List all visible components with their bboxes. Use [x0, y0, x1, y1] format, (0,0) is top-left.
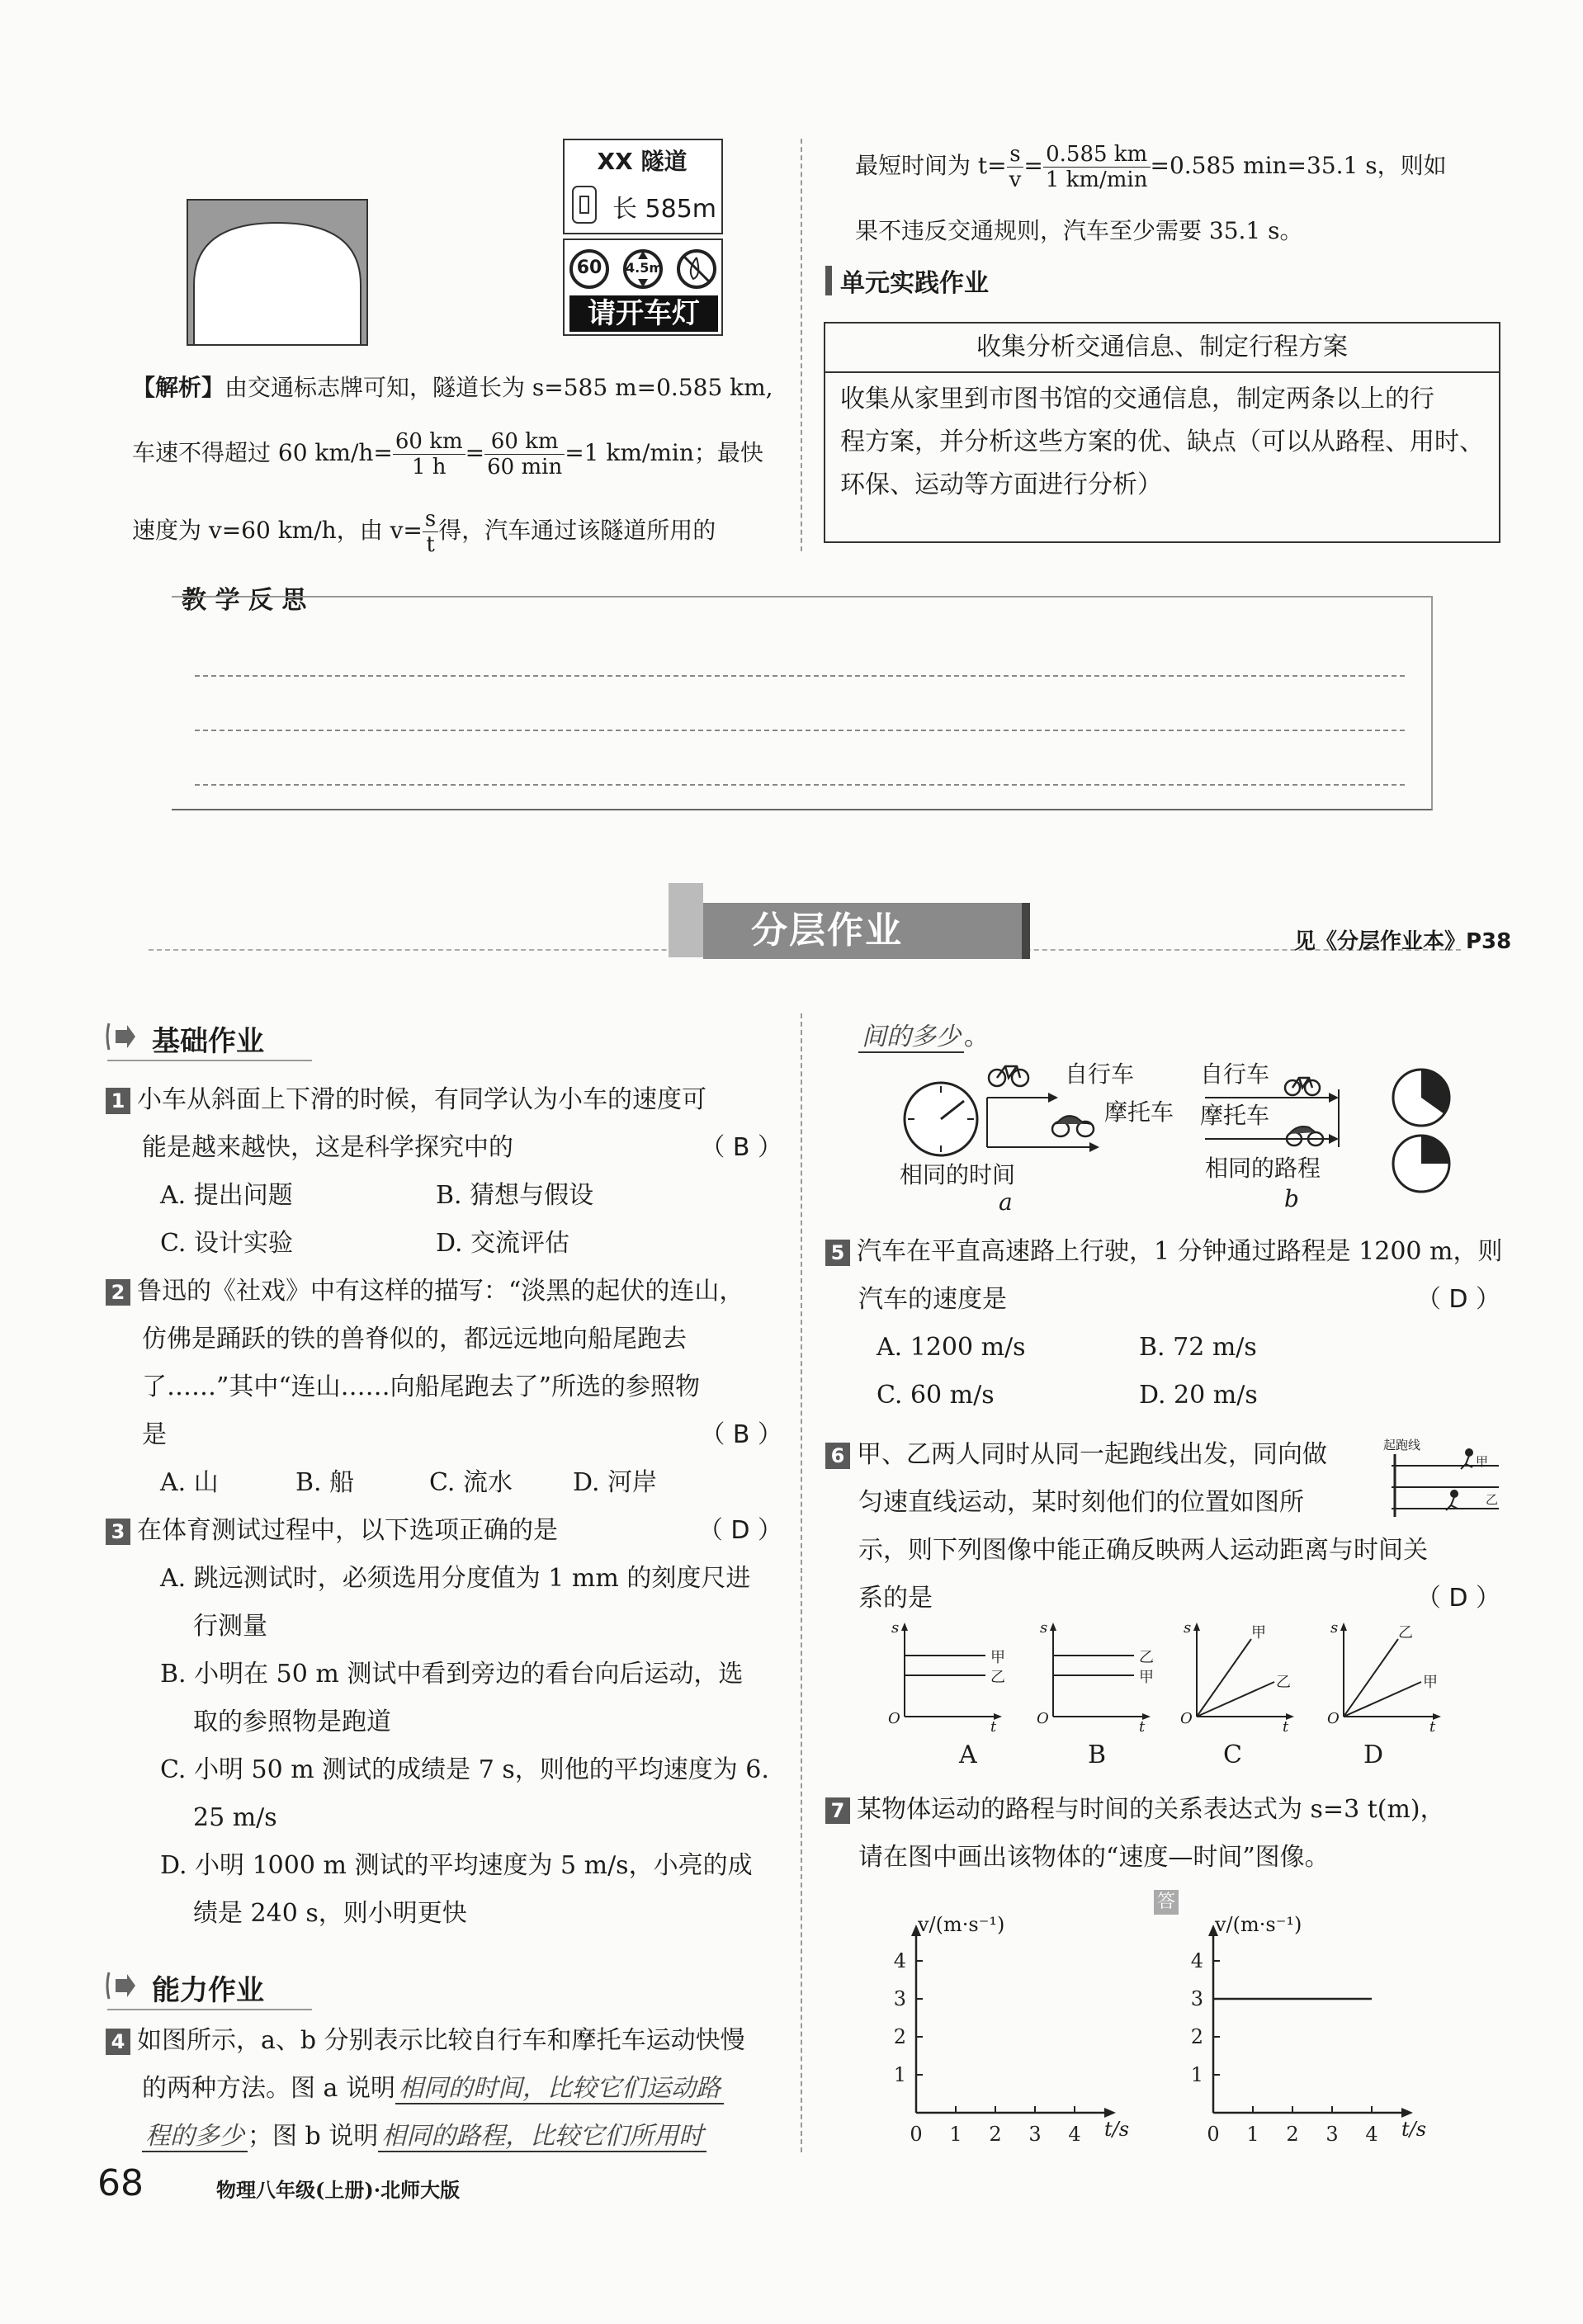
page-number: 68: [97, 2162, 144, 2204]
x-tick-label: 2: [989, 2123, 1002, 2146]
sign-title: XX 隧道: [597, 148, 688, 175]
line-yi: 乙: [1398, 1624, 1413, 1641]
x-tick-label: 2: [1286, 2123, 1299, 2146]
axis-o: O: [1037, 1710, 1049, 1727]
axis-s: s: [1330, 1619, 1339, 1637]
basic-heading: 基础作业: [152, 1025, 264, 1058]
line-yi: 乙: [990, 1669, 1005, 1686]
question-number: 3: [106, 1519, 130, 1545]
fill-blank-2-cont: 间的多少: [858, 1023, 964, 1053]
fill-blank-1: 相同的时间，比较它们运动路: [395, 2074, 724, 2104]
q4-continued: 间的多少 。: [858, 1013, 989, 1061]
question-number: 4: [106, 2029, 130, 2055]
y-axis-label: v/(m·s⁻¹): [918, 1913, 1005, 1936]
line-yi: 乙: [1276, 1674, 1291, 1691]
reflection-heading: 教 学 反 思: [182, 586, 307, 615]
sign-length: 长 585m: [612, 195, 717, 224]
y-tick-label: 1: [893, 2063, 906, 2086]
answer-mark: （ D ）: [1415, 1584, 1500, 1613]
fill-blank-2: 相同的路程，比较它们所用时: [378, 2122, 706, 2152]
reflection-line: [195, 730, 1405, 731]
answer-mark-icon: 答: [1154, 1890, 1179, 1915]
fig-a-moto-label: 摩托车: [1104, 1098, 1174, 1126]
banner-left-block: [669, 883, 703, 957]
sign-speed: 60: [576, 257, 602, 278]
y-tick-label: 2: [893, 2025, 906, 2048]
y-tick-label: 4: [893, 1949, 906, 1972]
q6-graph-C: [1172, 1618, 1304, 1736]
question-3: 3 在体育测试过程中，以下选项正确的是 （ D ） A. 跳远测试时，必须选用分度值为 1 mm 的刻度尺进 行测量 B. 小明在 50 m 测试中看到旁边的看台向后运动，选 取的参照物是跑道 C. 小明 50 m 测试的成绩是 7 s，则他的平均速度为 6. 25 m/s D. 小明 1000 m 测试的平均速度为 5 m/s，小亮的成 绩是 240 s，则小明更快: [106, 1507, 782, 1938]
answer-mark: （ D ）: [1415, 1285, 1500, 1314]
line-jia: 甲: [1423, 1674, 1438, 1691]
q4-figure-a: [900, 1060, 1188, 1216]
y-tick-label: 4: [1190, 1949, 1203, 1972]
question-6: 6 甲、乙两人同时从同一起跑线出发，同向做 匀速直线运动，某时刻他们的位置如图所 示，则下列图像中能正确反映两人运动距离与时间关 系的是 （ D ）: [825, 1431, 1510, 1623]
analysis-label: 【解析】: [132, 374, 225, 401]
q6-graph-B: [1028, 1618, 1160, 1736]
y-axis-label: v/(m·s⁻¹): [1215, 1913, 1302, 1936]
option-label-D: D: [1363, 1741, 1384, 1769]
analysis-line-3: 速度为 v=60 km/h，由 v= $\frac{s}{t}$ 得，汽车通过该隧道所用的: [132, 507, 716, 557]
box-line-1: 收集从家里到市图书馆的交通信息，制定两条以上的行: [840, 385, 1434, 413]
fig-b-caption: 相同的路程: [1205, 1155, 1321, 1182]
axis-o: O: [888, 1710, 900, 1727]
unit-practice-heading: 单元实践作业: [840, 269, 989, 298]
x-axis-arrow: [1401, 2108, 1413, 2118]
analysis-line-1: 【解析】由交通标志牌可知，隧道长为 s=585 m=0.585 km,: [132, 374, 773, 401]
question-5: 5 汽车在平直高速路上行驶，1 分钟通过路程是 1200 m，则 汽车的速度是 （ D ） A. 1200 m/s B. 72 m/s C. 60 m/s D. 20 m/s: [825, 1228, 1510, 1419]
tunnel-sign: [563, 139, 725, 337]
x-tick-label: 1: [1246, 2123, 1259, 2146]
x-tick-label: 3: [1325, 2123, 1339, 2146]
x-tick-label: 1: [949, 2123, 962, 2146]
answer-line-1: 最短时间为 t= $\frac{s}{v}$ = $\frac{0.585 km}{1 km/\min}$ =0.585 min=35.1 s，则如: [855, 142, 1447, 192]
axis-s: s: [891, 1619, 900, 1637]
box-line-3: 环保、运动等方面进行分析）: [840, 470, 1162, 499]
fig-a-label: a: [999, 1188, 1013, 1216]
axis-t: t: [1139, 1718, 1146, 1736]
x-tick-label: 0: [910, 2123, 923, 2146]
axis-t: t: [1429, 1718, 1436, 1736]
question-number: 1: [106, 1088, 130, 1114]
box-title: 收集分析交通信息、制定行程方案: [825, 324, 1499, 373]
q6-track-figure: [1383, 1436, 1507, 1527]
answer-line-2: 果不违反交通规则，汽车至少需要 35.1 s。: [855, 217, 1303, 244]
fig-a-caption: 相同的时间: [900, 1161, 1016, 1188]
axis-o: O: [1327, 1710, 1340, 1727]
line-jia: 甲: [990, 1649, 1005, 1666]
reflection-line: [195, 784, 1405, 786]
x-tick-label: 3: [1028, 2123, 1042, 2146]
book-title: 物理八年级(上册)·北师大版: [216, 2178, 461, 2202]
fig-b-bike-label: 自行车: [1200, 1060, 1270, 1088]
axis-o: O: [1180, 1710, 1193, 1727]
question-number: 2: [106, 1279, 130, 1306]
column-divider-top: [801, 139, 802, 551]
y-tick-label: 3: [893, 1987, 906, 2010]
fig-a-bike-label: 自行车: [1065, 1060, 1135, 1088]
banner-ref: 见《分层作业本》P38: [1294, 929, 1512, 954]
question-4: 4 如图所示，a、b 分别表示比较自行车和摩托车运动快慢 的两种方法。图 a 说明 相同的时间，比较它们运动路 程的多少 ；图 b 说明 相同的路程，比较它们所用时: [106, 2017, 782, 2161]
axis-t: t: [1283, 1718, 1289, 1736]
sign-lights: 请开车灯: [588, 297, 700, 330]
answer-mark: （ B ）: [700, 1420, 782, 1449]
sign-height: 4.5m: [626, 260, 664, 276]
start-line-label: 起跑线: [1383, 1438, 1421, 1452]
basic-heading-icon: [106, 1020, 137, 1053]
axis-s: s: [1184, 1619, 1192, 1637]
option-label-B: B: [1088, 1741, 1107, 1769]
x-tick-label: 4: [1365, 2123, 1378, 2146]
x-tick-label: 0: [1207, 2123, 1220, 2146]
axis-t: t: [990, 1718, 997, 1736]
q7-chart-blank: [875, 1915, 1147, 2154]
x-tick-label: 4: [1068, 2123, 1081, 2146]
banner-title: 分层作业: [751, 909, 903, 952]
x-axis-arrow: [1104, 2108, 1116, 2118]
box-line-2: 程方案，并分析这些方案的优、缺点（可以从路程、用时、: [840, 427, 1484, 456]
basic-heading-rule: [107, 1060, 312, 1061]
fill-blank-1-cont: 程的多少: [142, 2122, 248, 2152]
track-yi: 乙: [1486, 1492, 1499, 1507]
question-1: 1 小车从斜面上下滑的时候，有同学认为小车的速度可 能是越来越快，这是科学探究中的 （ B ） A. 提出问题 B. 猜想与假设 C. 设计实验 D. 交流评估: [106, 1076, 782, 1268]
reflection-box: [172, 596, 1433, 810]
y-tick-label: 1: [1190, 2063, 1203, 2086]
q6-graph-A: [880, 1618, 1012, 1736]
line-jia: 甲: [1139, 1669, 1154, 1686]
y-tick-label: 2: [1190, 2025, 1203, 2048]
analysis-line-2: 车速不得超过 60 km/h= $\frac{60 km}{1 h}$ = $\frac{60 km}{60 \min}$ =1 km/min；最快: [132, 429, 763, 479]
q4-figure-b: [1197, 1060, 1461, 1216]
axis-s: s: [1040, 1619, 1048, 1637]
answer-mark: （ B ）: [700, 1133, 782, 1162]
line-yi: 乙: [1139, 1649, 1154, 1666]
question-number: 7: [825, 1797, 850, 1824]
unit-practice-box: [824, 322, 1500, 543]
question-2: 2 鲁迅的《社戏》中有这样的描写：“淡黑的起伏的连山， 仿佛是踊跃的铁的兽脊似的，都远远地向船尾跑去 了……”其中“连山……向船尾跑去了”所选的参照物 是 （ B ） A. 山 B. 船 C. 流水 D. 河岸: [106, 1268, 782, 1507]
q7-chart-answer: [1172, 1915, 1453, 2154]
question-number: 6: [825, 1443, 850, 1469]
option-label-A: A: [959, 1741, 977, 1769]
column-divider-bottom: [801, 1013, 802, 2152]
option-label-C: C: [1223, 1741, 1242, 1769]
ability-heading-rule: [107, 2009, 312, 2010]
ability-heading-icon: [106, 1969, 137, 2002]
reflection-line: [195, 675, 1405, 677]
x-axis-label: t/s: [1401, 2118, 1427, 2141]
question-7: 7 某物体运动的路程与时间的关系表达式为 s=3 t(m)， 请在图中画出该物体的“速度—时间”图像。: [825, 1786, 1510, 1882]
q6-graph-D: [1319, 1618, 1451, 1736]
y-tick-label: 3: [1190, 1987, 1203, 2010]
track-jia: 甲: [1476, 1454, 1489, 1469]
fig-b-label: b: [1284, 1185, 1299, 1212]
tunnel-figure: [186, 198, 369, 347]
x-axis-label: t/s: [1104, 2118, 1130, 2141]
answer-mark: （ D ）: [697, 1516, 782, 1545]
ability-heading: 能力作业: [152, 1974, 264, 2007]
line-jia: 甲: [1251, 1624, 1266, 1641]
question-number: 5: [825, 1240, 850, 1266]
unit-practice-marker: [825, 266, 832, 295]
fig-b-moto-label: 摩托车: [1200, 1102, 1270, 1129]
